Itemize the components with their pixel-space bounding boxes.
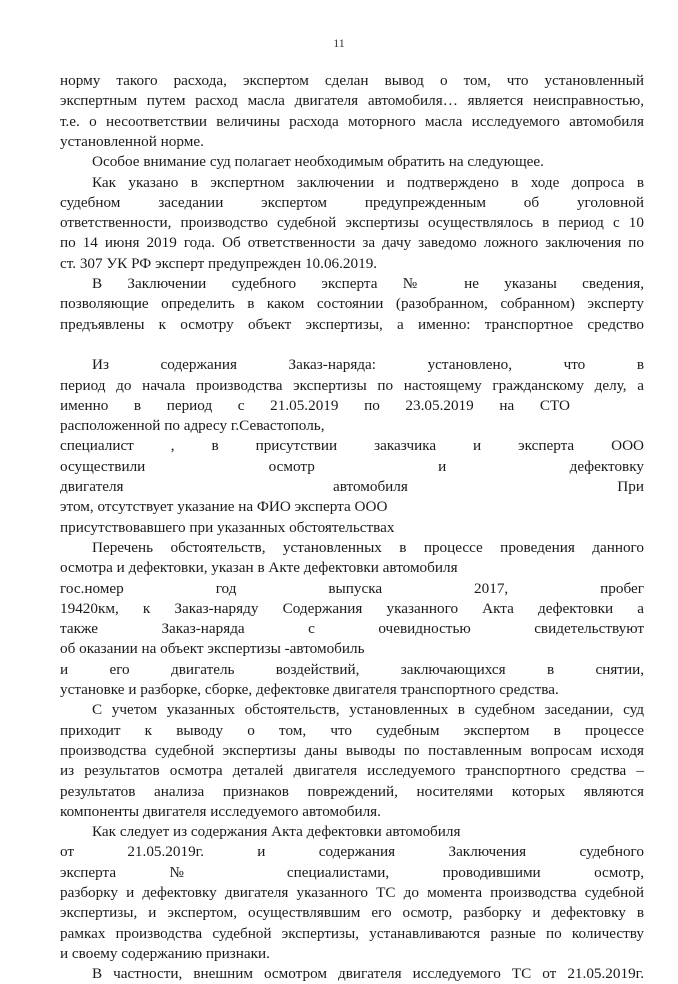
text-line: приходит к выводу о том, что судебным экспертом в процессе: [60, 721, 644, 739]
text-line: норму такого расхода, экспертом сделан вывод о том, что установленный: [60, 72, 644, 89]
text-line: 19420км, к Заказ-наряду Содержания указанного Акта дефектовки а: [60, 599, 644, 617]
text-line: экспертизы, и экспертом, осуществлявшим его осмотр, разборку и дефектовку в: [60, 904, 644, 922]
text-line: Особое внимание суд полагает необходимым обратить на следующее.: [92, 153, 544, 171]
page-number: 11: [333, 36, 345, 50]
text-line: Перечень обстоятельств, установленных в процессе проведения данного: [92, 538, 644, 556]
text-line: гос.номер год выпуска 2017, пробег: [60, 579, 644, 597]
text-line: Как указано в экспертном заключении и подтверждено в ходе допроса в: [92, 173, 644, 191]
text-line: Из содержания Заказ-наряда: установлено, что в: [92, 356, 644, 374]
text-line: ответственности, производство судебной экспертизы осуществлялось в период с 10: [60, 214, 644, 232]
text-line: расположенной по адресу г.Севастополь,: [60, 417, 325, 435]
text-line: об оказании на объект экспертизы -автомобиль: [60, 640, 365, 658]
text-line: и его двигатель воздействий, заключающихся в снятии,: [60, 660, 644, 678]
text-line: от 21.05.2019г. и содержания Заключения судебного: [60, 843, 644, 861]
text-line: В частности, внешним осмотром двигателя исследуемого ТС от 21.05.2019г.: [92, 965, 644, 983]
text-line: рамках производства судебной экспертизы, устанавливаются разные по количеству: [60, 924, 644, 942]
text-line: эксперта № специалистами, проводившими осмотр,: [60, 863, 644, 881]
text-line: разборку и дефектовку двигателя указанного ТС до момента производства судебной: [60, 884, 644, 901]
text-line: судебном заседании экспертом предупрежденным об уголовной: [60, 193, 644, 211]
text-line: присутствовавшего при указанных обстоятельствах: [60, 518, 395, 536]
text-line: позволяющие определить в каком состоянии (разобранном, собранном) эксперту: [60, 295, 644, 313]
text-line: [60, 334, 644, 355]
text-line: двигателя автомобиля При: [60, 478, 644, 495]
text-line: Как следует из содержания Акта дефектовки автомобиля: [92, 823, 461, 841]
text-line: установке и разборке, сборке, дефектовке двигателя транспортного средства.: [60, 681, 559, 698]
text-line: специалист , в присутствии заказчика и эксперта ООО: [60, 437, 644, 455]
text-line: результатов анализа признаков повреждений, носителями которых являются: [60, 782, 644, 800]
text-line: экспертным путем расход масла двигателя автомобиля… является неисправностью,: [60, 92, 644, 110]
text-line: предъявлены к осмотру объект экспертизы, а именно: транспортное средство: [60, 315, 644, 333]
text-line: именно в период с 21.05.2019 по 23.05.2019 на СТО: [60, 396, 570, 414]
text-line: период до начала производства экспертизы по настоящему гражданскому делу, а: [60, 376, 644, 394]
text-line: по 14 июня 2019 года. Об ответственности за дачу заведомо ложного заключения по: [60, 234, 644, 252]
text-line: из результатов осмотра деталей двигателя исследуемого транспортного средства –: [60, 762, 644, 780]
text-line: С учетом указанных обстоятельств, установленных в судебном заседании, суд: [92, 701, 644, 719]
text-line: производства судебной экспертизы даны выводы по поставленным вопросам исходя: [60, 741, 644, 759]
text-line: и своему содержанию признаки.: [60, 944, 270, 962]
text-line: ст. 307 УК РФ эксперт предупрежден 10.06.2019.: [60, 254, 378, 272]
text-line: установленной норме.: [60, 132, 204, 150]
text-line: осмотра и дефектовки, указан в Акте дефектовки автомобиля: [60, 559, 458, 577]
text-line: осуществили осмотр и дефектовку: [60, 457, 644, 475]
text-line: компоненты двигателя исследуемого автомобиля.: [60, 802, 381, 820]
text-line: В Заключении судебного эксперта № не указаны сведения,: [92, 275, 644, 292]
text-line: т.е. о несоответствии величины расхода моторного масла исследуемого автомобиля: [60, 112, 644, 130]
text-line: также Заказ-наряда с очевидностью свидетельствуют: [60, 620, 644, 638]
text-line: этом, отсутствует указание на ФИО эксперта ООО: [60, 498, 388, 516]
